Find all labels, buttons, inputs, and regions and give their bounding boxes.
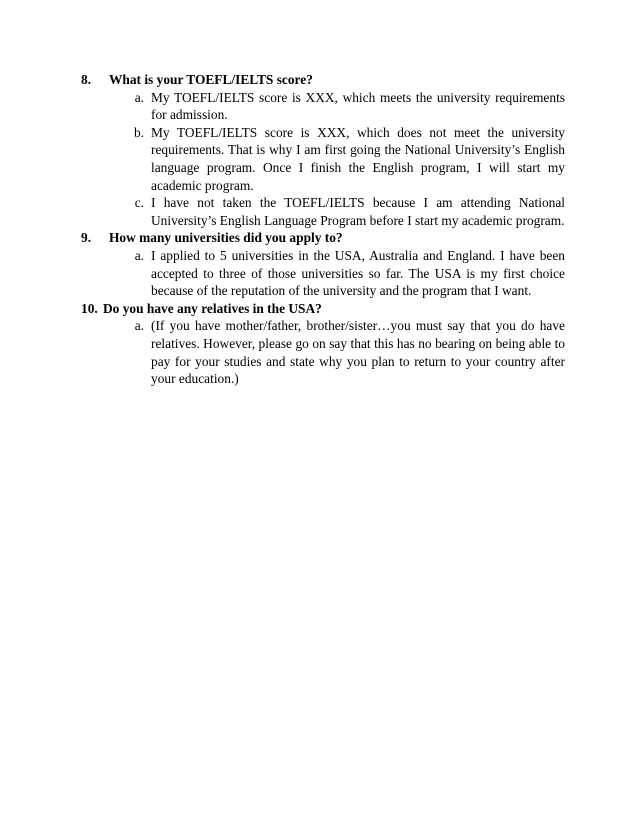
answer-text: (If you have mother/father, brother/sister…you must say that you do have relatives. However, please go on say that this has no bearing on being able to pay for your studies and state why you plan to return to your country after your education.) (151, 318, 565, 387)
question-text: What is your TOEFL/IELTS score? (109, 72, 313, 87)
answer-item (81, 89, 565, 124)
answer-item (81, 124, 565, 194)
question-text: Do you have any relatives in the USA? (103, 300, 322, 316)
document-page (81, 71, 565, 388)
answer-item (81, 317, 565, 387)
question-8 (81, 71, 565, 89)
answer-item (81, 194, 565, 229)
question-number: 10. (81, 300, 98, 316)
answer-list (81, 89, 565, 230)
question-10 (81, 300, 565, 318)
question-text: How many universities did you apply to? (109, 230, 343, 246)
question-number: 8. (81, 72, 92, 87)
answer-list (81, 247, 565, 300)
answer-item (81, 247, 565, 300)
answer-text: I applied to 5 universities in the USA, Australia and England. I have been accepted to three of those universities so far. The USA is my first choice because of the reputation of the university and the program that I want. (151, 247, 565, 299)
answer-marker: a. (134, 247, 144, 263)
answer-marker: a. (134, 89, 144, 105)
answer-text: My TOEFL/IELTS score is XXX, which does not meet the university requirements. That is why I am first going the National University’s English language program. Once I finish the English program, I will start my academic program. (151, 124, 565, 193)
question-number: 9. (81, 230, 92, 246)
answer-text: My TOEFL/IELTS score is XXX, which meets the university requirements for admission. (151, 89, 565, 123)
answer-text: I have not taken the TOEFL/IELTS because I am attending National University’s English Language Program before I start my academic program. (151, 195, 565, 228)
answer-marker: b. (133, 124, 144, 140)
answer-marker: c. (134, 195, 144, 211)
answer-list (81, 317, 565, 387)
answer-marker: a. (134, 318, 144, 334)
question-9 (81, 229, 565, 247)
